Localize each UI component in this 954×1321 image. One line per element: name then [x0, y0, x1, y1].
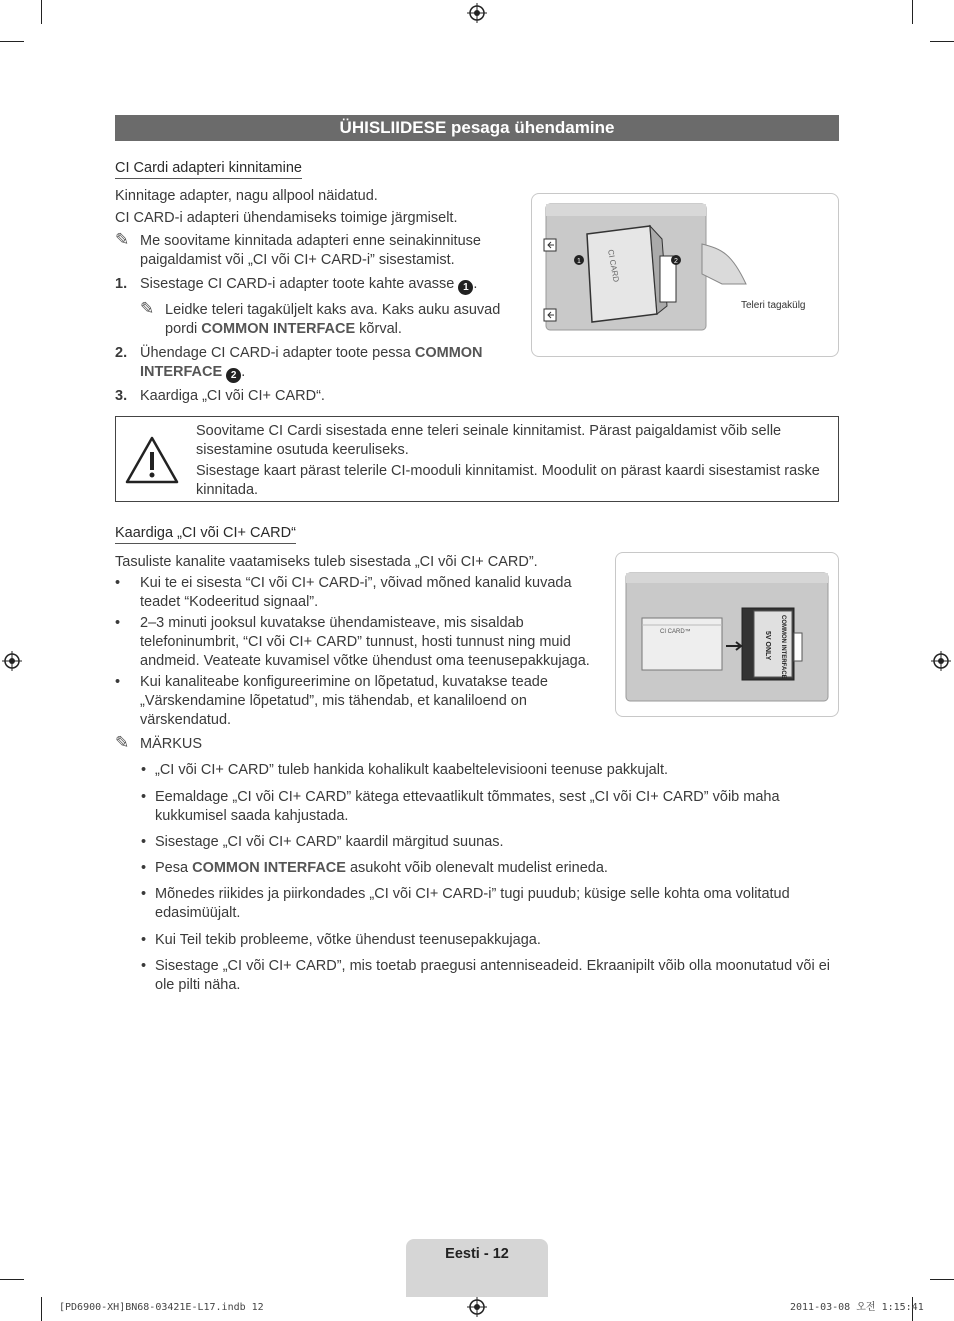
- section-heading: [115, 159, 302, 178]
- step-text-content: Ühendage CI CARD-i adapter toote pessa: [140, 345, 411, 361]
- figure-marker-2-label: 2: [674, 258, 678, 265]
- port-name: COMMON INTERFACE: [201, 321, 356, 337]
- card-figure: [615, 552, 839, 717]
- bullet-text: Kui te ei sisesta “CI või CI+ CARD-i”, võivad mõned kanalid kuvada: [140, 575, 572, 591]
- crop-mark: [0, 1279, 24, 1280]
- bullet-icon: •: [115, 615, 121, 631]
- bullet-text: Kui kanaliteabe konfigureerimine on lõpetatud, kuvatakse teade: [140, 674, 548, 690]
- registration-mark-icon: [931, 651, 951, 671]
- section-heading-text: CI Cardi adapteri kinnitamine: [115, 160, 302, 179]
- pencil-note-icon: ✎: [115, 230, 130, 249]
- pencil-note-icon: ✎: [115, 733, 130, 752]
- adapter-figure: [531, 193, 839, 357]
- svg-text:CI CARD: CI CARD: [606, 248, 621, 283]
- registration-mark-icon: [467, 3, 487, 23]
- module-label: COMMON INTERFACE: [780, 615, 786, 679]
- note-text: paigaldamist või „CI või CI+ CARD-i” sisestamist.: [140, 252, 455, 268]
- bullet-text: telefoninumbrit, “CI või CI+ CARD” tunnust, hosti tunnust ning muid: [140, 634, 571, 650]
- note-text-part: kõrval.: [359, 321, 402, 337]
- note-item: ole pilti näha.: [155, 977, 241, 993]
- warning-triangle-icon: [124, 435, 180, 485]
- warning-box: [115, 416, 839, 502]
- step-text-content: Sisestage CI CARD-i adapter toote kahte avasse: [140, 276, 455, 292]
- note-text: [165, 320, 402, 339]
- warning-text: kinnitada.: [196, 482, 259, 498]
- crop-mark: [41, 0, 42, 24]
- note-item: [155, 859, 608, 878]
- registration-mark-icon: [2, 651, 22, 671]
- step-text: Kaardiga „CI või CI+ CARD“.: [140, 388, 325, 404]
- figure-marker-1-label: 1: [577, 258, 581, 265]
- bullet-icon: •: [141, 860, 147, 876]
- paragraph: Tasuliste kanalite vaatamiseks tuleb sisestada „CI või CI+ CARD”.: [115, 554, 538, 570]
- figure-caption: Teleri tagakülg: [741, 300, 806, 311]
- file-slug: [PD6900-XH]BN68-03421E-L17.indb 12: [59, 1302, 264, 1313]
- crop-mark: [0, 41, 24, 42]
- page-title: ÜHISLIIDESE pesaga ühendamine: [115, 115, 839, 141]
- note-text-part: pordi: [165, 321, 198, 337]
- step-text: Sisestage CI CARD-i adapter toote kahte avasse 1 .: [140, 276, 478, 293]
- module-voltage-label: 5V ONLY: [764, 631, 771, 661]
- bullet-icon: •: [141, 958, 147, 974]
- warning-text: Sisestage kaart pärast telerile CI-mooduli kinnitamist. Moodulit on pärast kaardi sisestamist raske: [196, 463, 820, 479]
- bullet-text: „Värskendamine lõpetatud”, mis tähendab, et kanaliloend on: [140, 693, 527, 709]
- step-number: 2.: [115, 345, 128, 361]
- bullet-icon: •: [115, 575, 121, 591]
- note-item: „CI või CI+ CARD” tuleb hankida kohalikult kaabeltelevisiooni teenuse pakkujalt.: [155, 762, 669, 778]
- adapter-illustration: [532, 194, 838, 356]
- bullet-icon: •: [115, 674, 121, 690]
- note-text: Me soovitame kinnitada adapteri enne seinakinnituse: [140, 233, 481, 249]
- card-insertion-illustration: [616, 553, 838, 716]
- step-number: 1.: [115, 276, 128, 292]
- section-heading-text: Kaardiga „CI või CI+ CARD“: [115, 525, 296, 544]
- note-item: Kui Teil tekib probleeme, võtke ühendust teenusepakkujaga.: [155, 932, 541, 948]
- page-number: Eesti - 12: [406, 1239, 548, 1297]
- bullet-icon: •: [141, 762, 147, 778]
- bullet-text: teadet “Kodeeritud signaal”.: [140, 594, 319, 610]
- bullet-text: värskendatud.: [140, 712, 232, 728]
- note-item: kukkumisel saada kahjustada.: [155, 808, 349, 824]
- bullet-text: andmeid. Veateate kuvamisel võtke ühendust oma teenusepakkujaga.: [140, 653, 590, 669]
- bullet-icon: •: [141, 886, 147, 902]
- bullet-text: 2–3 minuti jooksul kuvatakse ühendamisteave, mis sisaldab: [140, 615, 524, 631]
- note-text: Leidke teleri tagaküljelt kaks ava. Kaks auku asuvad: [165, 302, 501, 318]
- paragraph: CI CARD-i adapteri ühendamiseks toimige järgmiselt.: [115, 210, 458, 226]
- crop-mark: [41, 1297, 42, 1321]
- warning-text: sisestamine osutuda keeruliseks.: [196, 442, 409, 458]
- note-item-part: asukoht võib olenevalt mudelist erineda.: [349, 860, 608, 876]
- note-item: Mõnedes riikides ja piirkondades „CI või CI+ CARD-i” tugi puudub; küsige selle kohta oma volitatud: [155, 886, 790, 902]
- bullet-icon: •: [141, 834, 147, 850]
- step-text: INTERFACE 2 .: [140, 364, 246, 381]
- note-item: Sisestage „CI või CI+ CARD” kaardil märgitud suunas.: [155, 834, 504, 850]
- warning-text: Soovitame CI Cardi sisestada enne teleri seinale kinnitamist. Pärast paigaldamist võib selle: [196, 423, 782, 439]
- port-name: COMMON INTERFACE: [192, 860, 346, 876]
- print-date: 2011-03-08 오전 1:15:41: [790, 1302, 924, 1313]
- note-item: Eemaldage „CI või CI+ CARD” kätega ettevaatlikult tõmmates, sest „CI või CI+ CARD” võib maha: [155, 789, 780, 805]
- bullet-icon: •: [141, 932, 147, 948]
- step-text: [140, 344, 483, 363]
- section-heading: [115, 524, 296, 543]
- step-number: 3.: [115, 388, 128, 404]
- note-item: Sisestage „CI või CI+ CARD”, mis toetab praegusi antenniseadeid. Ekraanipilt võib olla moonutatud või ei: [155, 958, 831, 974]
- marker-1-icon: 1: [458, 280, 473, 295]
- crop-mark: [930, 41, 954, 42]
- card-label: CI CARD™: [660, 629, 691, 635]
- note-item-part: Pesa: [155, 860, 189, 876]
- crop-mark: [930, 1279, 954, 1280]
- port-name: COMMON: [414, 345, 483, 361]
- port-name: INTERFACE: [140, 364, 223, 380]
- crop-mark: [912, 0, 913, 24]
- note-title: MÄRKUS: [140, 736, 203, 752]
- marker-2-icon: 2: [226, 368, 241, 383]
- pencil-note-icon: ✎: [140, 299, 155, 318]
- paragraph: Kinnitage adapter, nagu allpool näidatud.: [115, 188, 378, 204]
- bullet-icon: •: [141, 789, 147, 805]
- note-item: edasimüüjalt.: [155, 905, 241, 921]
- registration-mark-icon: [467, 1297, 487, 1317]
